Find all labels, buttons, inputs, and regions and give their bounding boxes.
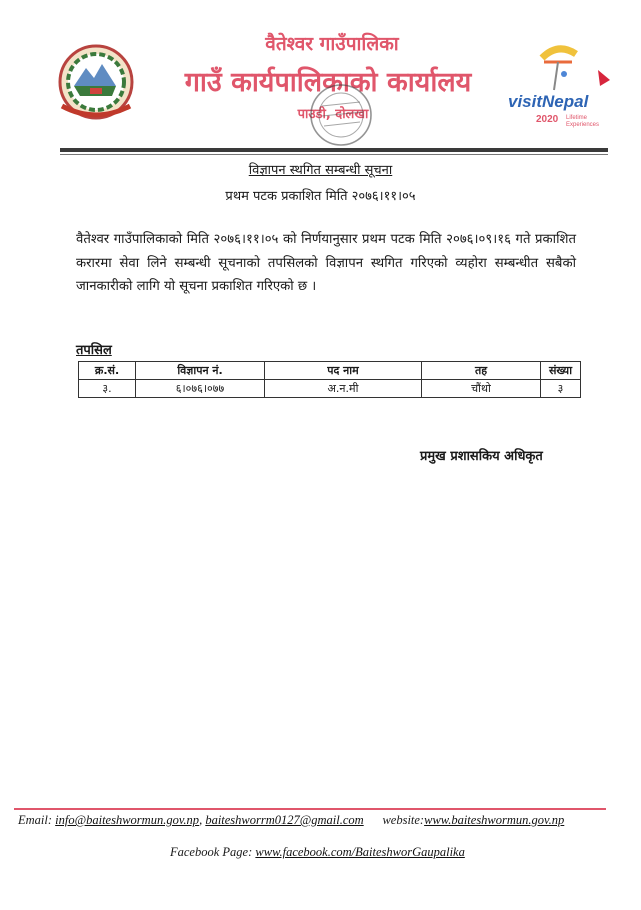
column-header-post-name: पद नाम xyxy=(265,362,422,380)
visit-nepal-2020-logo-icon xyxy=(506,40,616,132)
header-divider-thin xyxy=(60,154,608,155)
website-link[interactable]: www.baiteshwormun.gov.np xyxy=(424,813,565,827)
vacancy-table xyxy=(78,361,581,398)
visit-nepal-year: 2020 xyxy=(536,114,559,125)
table-header-row xyxy=(79,362,581,380)
visit-nepal-wordmark: visitNepal xyxy=(508,92,589,111)
office-stamp-icon xyxy=(300,80,382,150)
notice-publication-date: प्रथम पटक प्रकाशित मिति २०७६।११।०५ xyxy=(225,189,416,204)
column-header-count: संख्या xyxy=(541,362,581,380)
website-label: website: xyxy=(382,813,425,827)
cell-count: ३ xyxy=(541,380,581,398)
footer-facebook xyxy=(170,845,465,860)
cell-ad-number: ६।०७६।०७७ xyxy=(136,380,265,398)
email-label: Email: xyxy=(18,813,53,827)
column-header-level: तह xyxy=(422,362,541,380)
footer-divider xyxy=(14,808,606,810)
nepal-government-emblem-icon xyxy=(50,42,142,124)
visit-nepal-tagline: Lifetime Experiences xyxy=(566,115,600,128)
municipality-name: वैतेश्वर गाउँपालिका xyxy=(265,33,399,55)
cell-post-name: अ.न.मी xyxy=(265,380,422,398)
office-address: पाउडी, दोलखा xyxy=(297,107,369,122)
notice-title: विज्ञापन स्थगित सम्बन्धी सूचना xyxy=(248,163,393,178)
header-divider xyxy=(60,148,608,152)
email-link-gmail[interactable]: baiteshworrm0127@gmail.com xyxy=(205,813,364,827)
annex-label: तपसिल xyxy=(76,343,112,358)
notice-body: वैतेश्वर गाउँपालिकाको मिति २०७६।११।०५ को निर्णयानुसार प्रथम पटक मिति २०७६।०९।१६ गते प्रकाशित करारमा सेवा लिने सम्बन्धी सूचनाको तपसिलको विज्ञापन स्थगित गरिएको व्यहोरा सम्बन्धीत सबैको जानकारीको लागि यो सूचना प्रकाशित गरिएको छ । xyxy=(76,232,576,294)
column-header-ad-number: विज्ञापन नं. xyxy=(136,362,265,380)
table-row xyxy=(79,380,581,398)
facebook-link[interactable]: www.facebook.com/BaiteshworGaupalika xyxy=(255,845,465,859)
facebook-label: Facebook Page: xyxy=(170,845,253,859)
cell-serial: ३. xyxy=(79,380,136,398)
cell-level: चौंथो xyxy=(422,380,541,398)
signatory-title: प्रमुख प्रशासकिय अधिकृत xyxy=(420,449,543,464)
footer-contact: Email: info@baiteshwormun.gov.np, baiteshworrm0127@gmail.com website:www.baiteshwormun.gov.np xyxy=(18,813,565,827)
column-header-serial: क्र.सं. xyxy=(79,362,136,380)
office-name: गाउँ कार्यपालिकाको कार्यालय xyxy=(184,67,472,98)
email-link-info[interactable]: info@baiteshwormun.gov.np xyxy=(55,813,200,827)
